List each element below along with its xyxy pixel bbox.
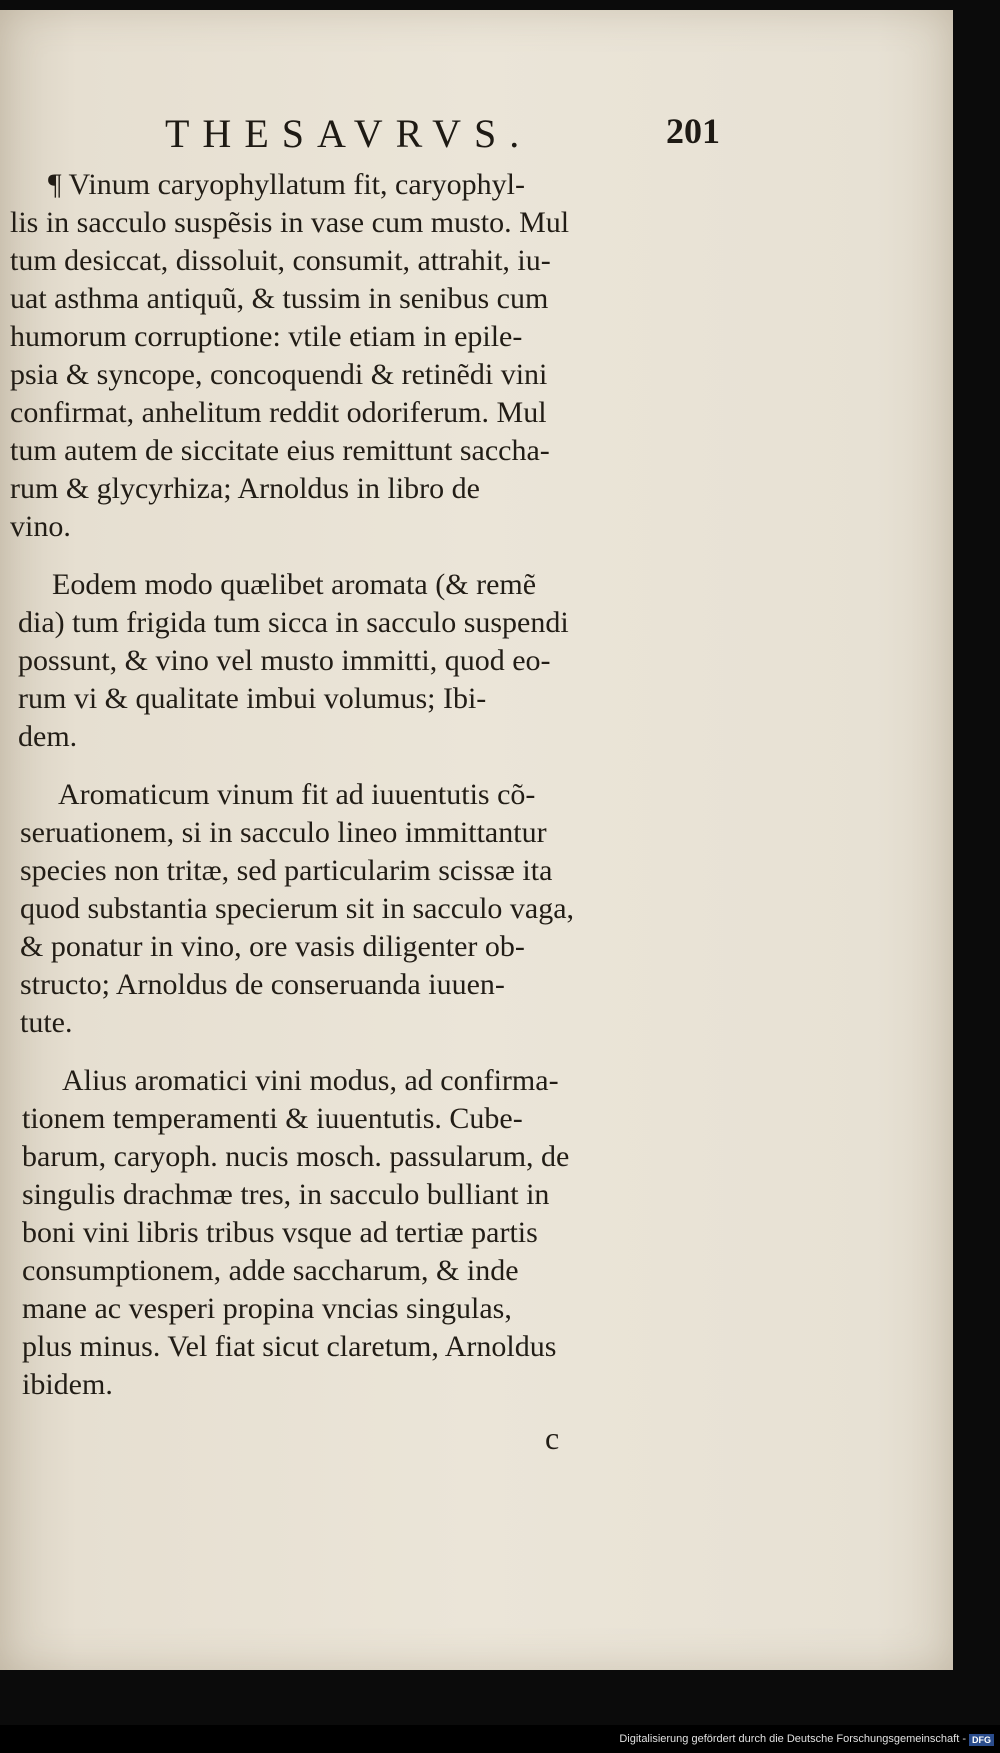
running-title: THESAVRVS.: [165, 111, 533, 156]
dfg-logo: DFG: [969, 1734, 994, 1746]
text-line: psia & syncope, concoquendi & retinẽdi vini: [10, 358, 548, 391]
text-line: tum desiccat, dissoluit, consumit, attrahit, iu-: [10, 244, 551, 277]
text-line: Aromaticum vinum fit ad iuuentutis cõ-: [58, 778, 536, 811]
text-line: humorum corruptione: vtile etiam in epile-: [10, 320, 523, 353]
text-line: consumptionem, adde saccharum, & inde: [22, 1254, 519, 1287]
text-line: structo; Arnoldus de conseruanda iuuen-: [20, 968, 505, 1001]
text-line: plus minus. Vel fiat sicut claretum, Arnoldus: [22, 1330, 557, 1363]
text-line: rum & glycyrhiza; Arnoldus in libro de: [10, 472, 480, 505]
book-page: [0, 10, 953, 1670]
text-line: uat asthma antiquũ, & tussim in senibus cum: [10, 282, 549, 315]
footer-credit: Digitalisierung gefördert durch die Deutsche Forschungsgemeinschaft -: [619, 1733, 966, 1745]
text-line: ¶ Vinum caryophyllatum fit, caryophyl-: [48, 168, 525, 201]
text-line: dia) tum frigida tum sicca in sacculo suspendi: [18, 606, 569, 639]
text-line: dem.: [18, 720, 78, 753]
text-line: & ponatur in vino, ore vasis diligenter ob-: [20, 930, 525, 963]
text-line: quod substantia specierum sit in sacculo vaga,: [20, 892, 575, 925]
text-line: mane ac vesperi propina vncias singulas,: [22, 1292, 512, 1325]
text-line: boni vini libris tribus vsque ad tertiæ partis: [22, 1216, 538, 1249]
text-line: singulis drachmæ tres, in sacculo bulliant in: [22, 1178, 550, 1211]
text-line: seruationem, si in sacculo lineo immittantur: [20, 816, 547, 849]
text-line: tum autem de siccitate eius remittunt saccha-: [10, 434, 550, 467]
page-number: 201: [666, 111, 720, 151]
text-line: rum vi & qualitate imbui volumus; Ibi-: [18, 682, 487, 715]
text-line: lis in sacculo suspẽsis in vase cum musto. Mul: [10, 206, 570, 239]
running-head: [165, 110, 720, 160]
text-line: species non tritæ, sed particularim scissæ ita: [20, 854, 553, 887]
catchword: c: [545, 1420, 560, 1456]
text-line: tionem temperamenti & iuuentutis. Cube-: [22, 1102, 523, 1135]
text-line: possunt, & vino vel musto immitti, quod eo-: [18, 644, 551, 677]
text-line: ibidem.: [22, 1368, 113, 1401]
text-line: confirmat, anhelitum reddit odoriferum. Mul: [10, 396, 547, 429]
text-line: tute.: [20, 1006, 73, 1039]
text-line: Eodem modo quælibet aromata (& remẽ: [52, 568, 537, 601]
footer-bar: [0, 1725, 1000, 1753]
text-line: vino.: [10, 510, 71, 543]
text-line: barum, caryoph. nucis mosch. passularum, de: [22, 1140, 570, 1173]
text-line: Alius aromatici vini modus, ad confirma-: [62, 1064, 559, 1097]
